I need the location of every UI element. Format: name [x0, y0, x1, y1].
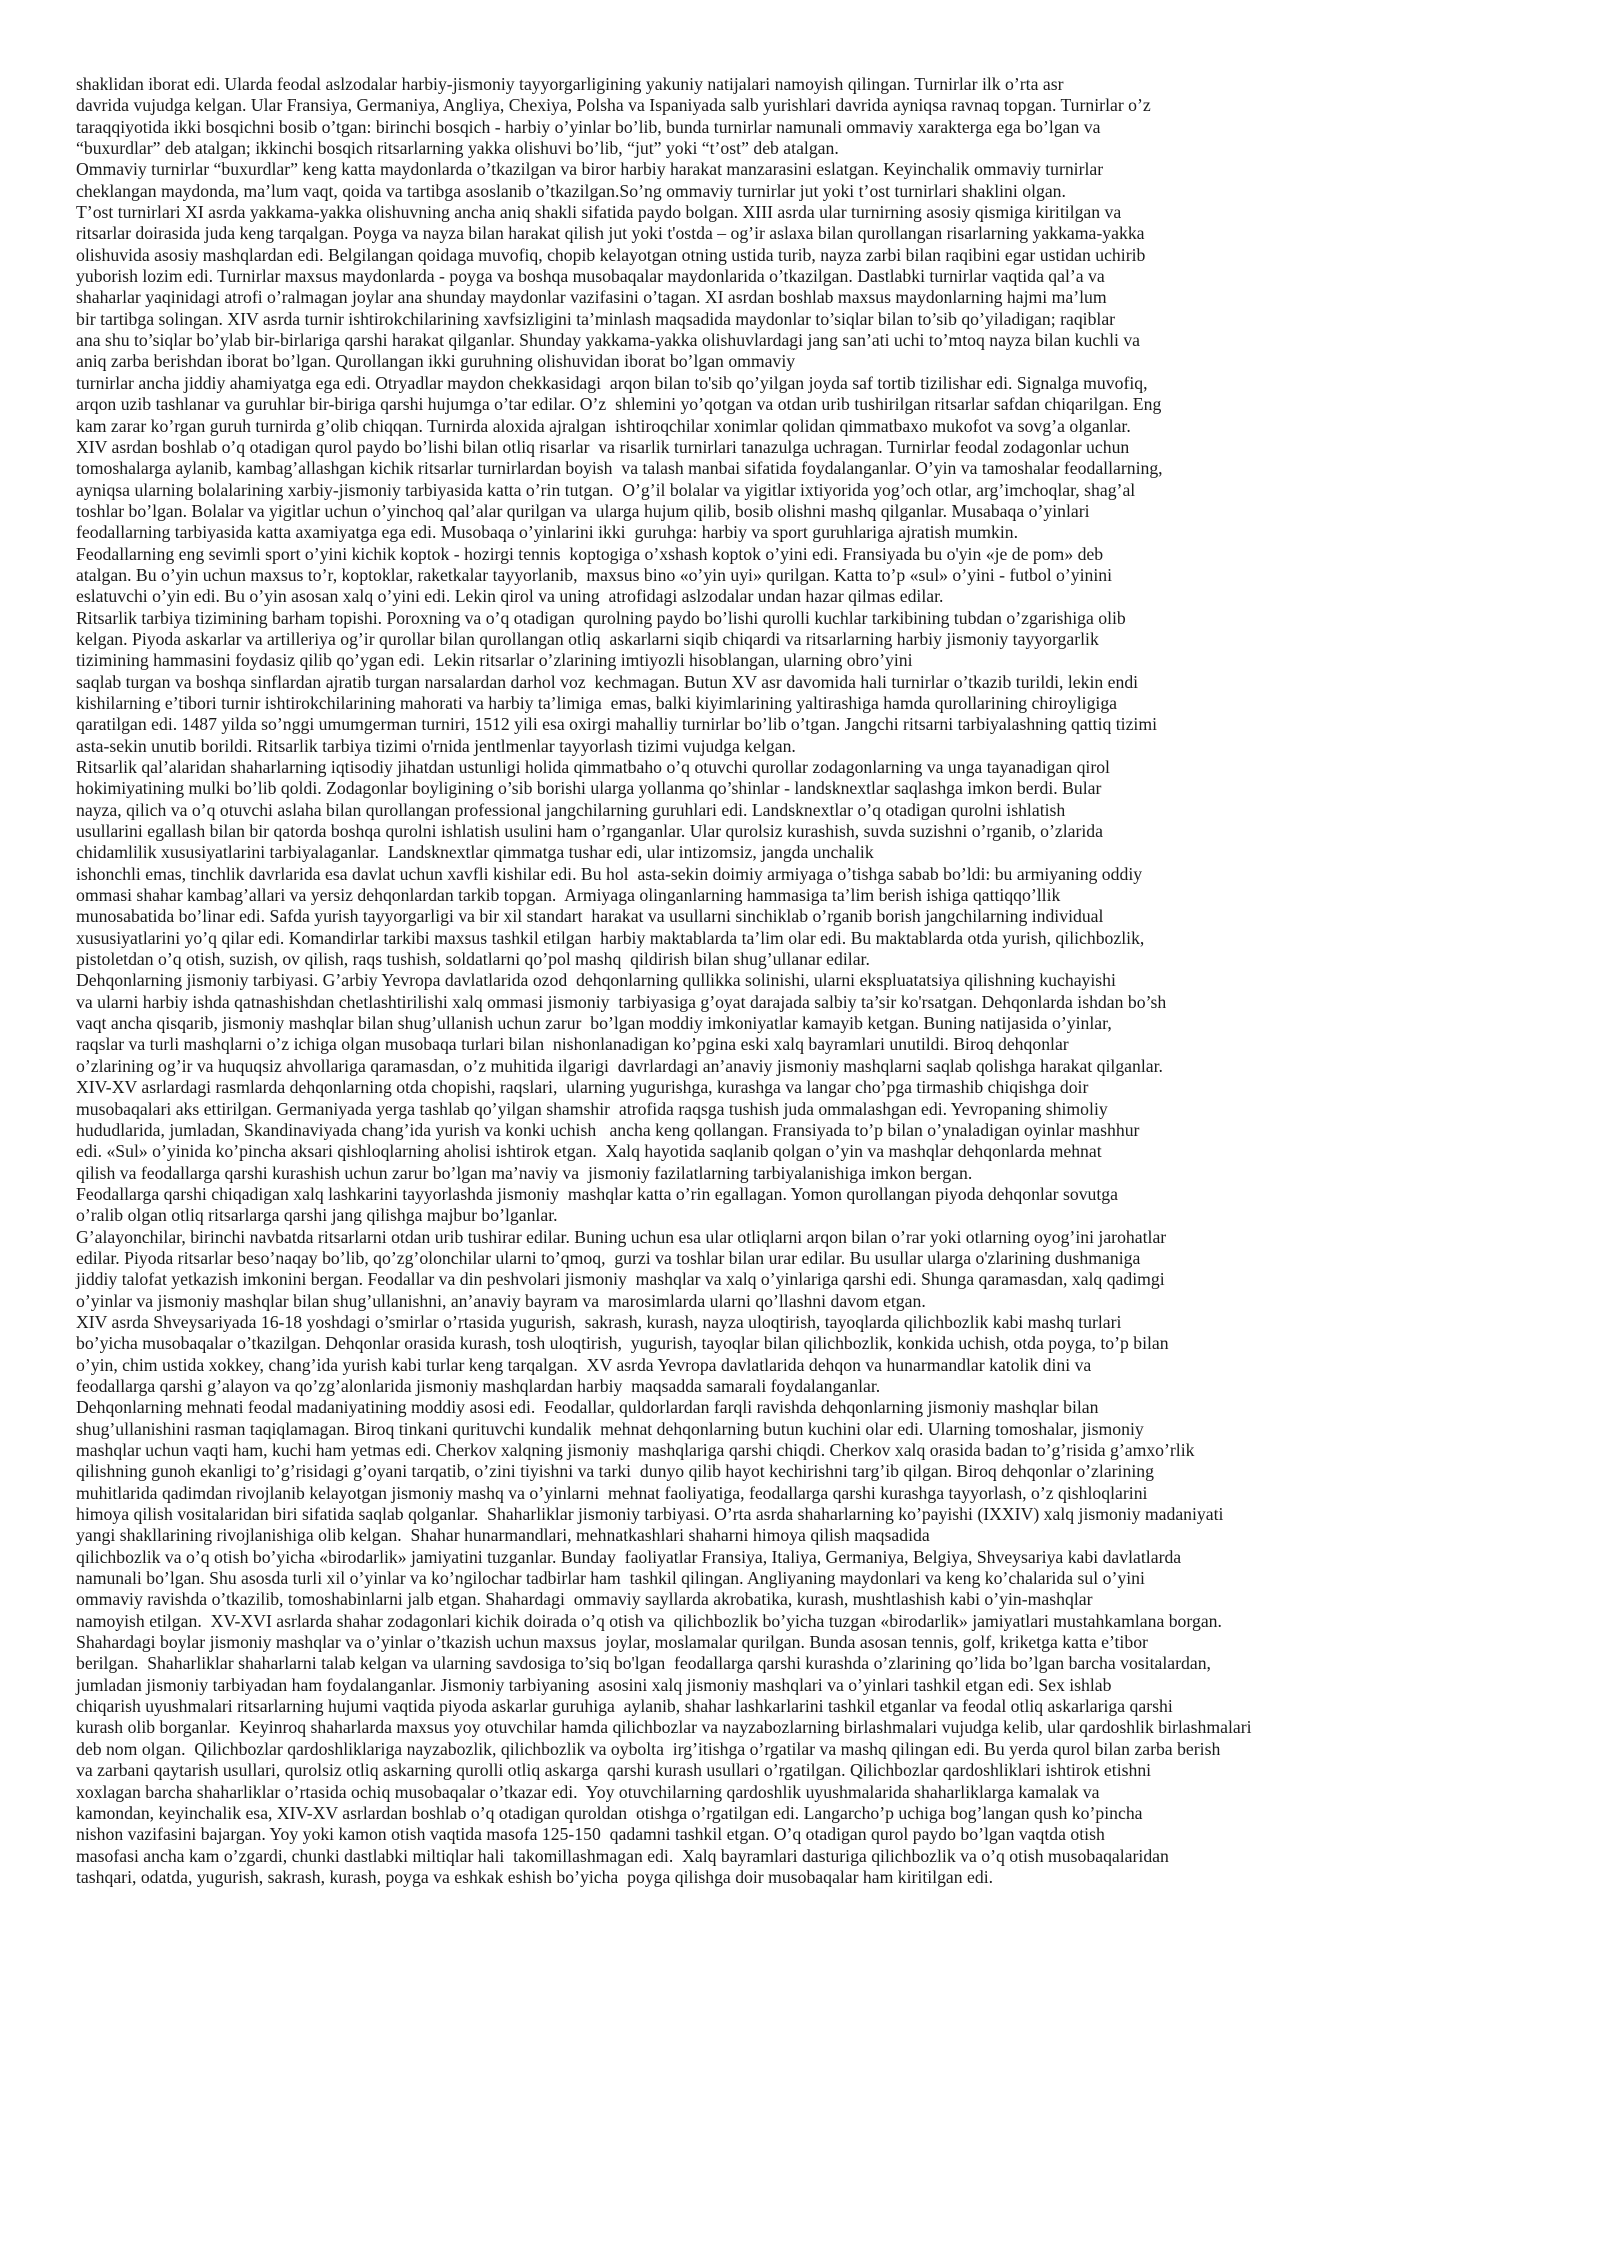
text-line: ayniqsa ularning bolalarining xarbiy-jismoniy tarbiyasida katta o’rin tutgan. O’g’il bolalar va yigitlar ixtiyorida yog’och otlar, arg’imchoqlar, shag’al — [76, 479, 1136, 500]
text-line: saqlab turgan va boshqa sinflardan ajratib turgan narsalardan darhol voz kechmagan. Butun XV asr davomida hali turnirlar o’tkazib turildi, lekin endi — [76, 671, 1139, 692]
text-line: turnirlar ancha jiddiy ahamiyatga ega edi. Otryadlar maydon chekkasidagi arqon bilan to'sib qo’yilgan joyda saf tortib tizilishar edi. Signalga muvofiq, — [76, 372, 1148, 393]
text-line: masofasi ancha kam o’zgardi, chunki dastlabki miltiqlar hali takomillashmagan edi. Xalq bayramlari dasturiga qilichbozlik va o’q otish musobaqalaridan — [76, 1845, 1169, 1866]
text-line: xoxlagan barcha shaharliklar o’rtasida ochiq musobaqalar o’tkazar edi. Yoy otuvchilarning qardoshlik uyushmalarida shaharliklarga kamalak va — [76, 1781, 1100, 1802]
text-line: kelgan. Piyoda askarlar va artilleriya og’ir qurollar bilan qurollangan otliq askarlarni siqib chiqardi va ritsarlarning harbiy jismoniy tayyorgarlik — [76, 628, 1099, 649]
text-line: yuborish lozim edi. Turnirlar maxsus maydonlarda - poyga va boshqa musobaqalar maydonlarida o’tkazilgan. Dastlabki turnirlar vaqtida qal’a va — [76, 266, 1105, 287]
text-line: nayza, qilich va o’q otuvchi aslaha bilan qurollangan professional jangchilarning guruhlari edi. Landsknextlar o’q otadigan qurolni ishlatish — [76, 799, 1066, 820]
text-line: eslatuvchi o’yin edi. Bu o’yin asosan xalq o’yini edi. Lekin qirol va uning atrofidagi aslzodalar undan hazar qilmas edilar. — [76, 586, 944, 607]
text-line: chidamlilik xususiyatlarini tarbiyalaganlar. Landsknextlar qimmatga tushar edi, ular intizomsiz, jangda unchalik — [76, 842, 874, 863]
text-line: o’ralib olgan otliq ritsarlarga qarshi jang qilishga majbur bo’lganlar. — [76, 1205, 558, 1226]
text-line: raqslar va turli mashqlarni o’z ichiga olgan musobaqa turlari bilan nishonlanadigan ko’pgina eski xalq bayramlari unutildi. Biroq dehqonlar — [76, 1034, 1069, 1055]
text-line: T’ost turnirlari XI asrda yakkama-yakka olishuvning ancha aniq shakli sifatida paydo bolgan. XIII asrda ular turnirning asosiy qismiga kiritilgan va — [76, 202, 1122, 223]
text-line: berilgan. Shaharliklar shaharlarni talab kelgan va ularning savdosiga to’siq bo'lgan feodallarga qarshi kurashda o’zlarining qo’lida bo’lgan barcha vositalardan, — [76, 1653, 1211, 1674]
text-line: vaqt ancha qisqarib, jismoniy mashqlar bilan shug’ullanish uchun zarur bo’lgan moddiy imkoniyatlar kamayib ketgan. Buning natijasida o’yinlar, — [76, 1013, 1112, 1034]
text-line: ishonchli emas, tinchlik davrlarida esa davlat uchun xavfli kishilar edi. Bu hol asta-sekin doimiy armiyaga o’tishga sabab bo’ldi: bu armiyaning oddiy — [76, 863, 1143, 884]
text-line: himoya qilish vositalaridan biri sifatida saqlab qolganlar. Shaharliklar jismoniy tarbiyasi. O’rta asrda shaharlarning ko’payishi (IXXIV) xalq jismoniy madaniyati — [76, 1504, 1224, 1525]
text-line: pistoletdan o’q otish, suzish, ov qilish, raqs tushish, soldatlarni qo’pol mashq qildirish bilan shug’ullanar edilar. — [76, 949, 870, 970]
text-line: ana shu to’siqlar bo’ylab bir-birlariga qarshi harakat qilganlar. Shunday yakkama-yakka olishuvlardagi jang san’ati uchi to’mtoq nayza bilan kuchli va — [76, 330, 1141, 351]
text-line: aniq zarba berishdan iborat bo’lgan. Qurollangan ikki guruhning olishuvidan iborat bo’lgan ommaviy — [76, 351, 796, 372]
text-line: deb nom olgan. Qilichbozlar qardoshliklariga nayzabozlik, qilichbozlik va oybolta irg’itishga o’rgatilar va mashq qilingan edi. Bu yerda qurol bilan zarba berish — [76, 1738, 1221, 1759]
text-line: musobaqalari aks ettirilgan. Germaniyada yerga tashlab qo’yilgan shamshir atrofida raqsga tushish juda ommalashgan edi. Yevropaning shimoliy — [76, 1098, 1108, 1119]
text-line: G’alayonchilar, birinchi navbatda ritsarlarni otdan urib tushirar edilar. Buning uchun esa ular otliqlarni arqon bilan o’rar yoki otlarning oyog’ini jarohatlar — [76, 1226, 1167, 1247]
text-line: va zarbani qaytarish usullari, qurolsiz otliq askarning qurolli otliq askarga qarshi kurash usullari o’rgatilgan. Qilichbozlar qardoshliklari ishtirok etishni — [76, 1760, 1152, 1781]
text-line: kam zarar ko’rgan guruh turnirda g’olib chiqqan. Turnirda aloxida ajralgan ishtiroqchilar xonimlar qolidan qimmatbaxo mukofot va sovg’a olganlar. — [76, 415, 1131, 436]
text-line: qilish va feodallarga qarshi kurashish uchun zarur bo’lgan ma’naviy va jismoniy fazilatlarning tarbiyalanishiga imkon bergan. — [76, 1162, 973, 1183]
text-line: asta-sekin unutib borildi. Ritsarlik tarbiya tizimi o'rnida jentlmenlar tayyorlash tizimi vujudga kelgan. — [76, 735, 796, 756]
text-line: jiddiy talofat yetkazish imkonini bergan. Feodallar va din peshvolari jismoniy mashqlar va xalq o’yinlariga qarshi edi. Shunga qaramasdan, xalq qadimgi — [76, 1269, 1165, 1290]
text-line: o’yinlar va jismoniy mashqlar bilan shug’ullanishni, an’anaviy bayram va marosimlarda ularni qo’llashni davom etgan. — [76, 1290, 926, 1311]
text-line: mashqlar uchun vaqti ham, kuchi ham yetmas edi. Cherkov xalqning jismoniy mashqlariga qarshi chiqdi. Cherkov xalq orasida badan to’g’risida g’amxo’rlik — [76, 1440, 1195, 1460]
text-line: atalgan. Bu o’yin uchun maxsus to’r, koptoklar, raketkalar tayyorlanib, maxsus bino «o’yin uyi» qurilgan. Katta to’p «sul» o’yini - futbol o’yinini — [76, 564, 1113, 585]
text-line: Dehqonlarning jismoniy tarbiyasi. G’arbiy Yevropa davlatlarida ozod dehqonlarning qullikka solinishi, ularni ekspluatatsiya qilishning kuchayishi — [76, 970, 1116, 991]
text-line: ritsarlar doirasida juda keng tarqalgan. Poyga va nayza bilan harakat qilish jut yoki t'ostda – og’ir aslaxa bilan qurollangan risarlarning yakkama-yakka — [76, 223, 1145, 244]
text-line: muhitlarida qadimdan rivojlanib kelayotgan jismoniy mashq va o’yinlarni mehnat faoliyatiga, feodallarga qarshi kurashga tayyorlash, o’z qishloqlarini — [76, 1482, 1148, 1503]
text-line: chiqarish uyushmalari ritsarlarning hujumi vaqtida piyoda askarlar guruhiga aylanib, shahar lashkarlarini tashkil etganlar va feodal otliq askarlariga qarshi — [76, 1696, 1173, 1717]
text-line: Ritsarlik tarbiya tizimining barham topishi. Poroxning va o’q otadigan qurolning paydo bo’lishi qurolli kuchlar tarkibining tubdan o’zgarishiga olib — [76, 607, 1126, 628]
text-line: munosabatida bo’linar edi. Safda yurish tayyorgarligi va bir xil standart harakat va usullarni sinchiklab o’rganib borish jangchilarning individual — [76, 906, 1104, 927]
text-line: XIV asrdan boshlab o’q otadigan qurol paydo bo’lishi bilan otliq risarlar va risarlik turnirlari tanazulga uchragan. Turnirlar feodal zodagonlar uchun — [76, 436, 1130, 457]
text-line: arqon uzib tashlanar va guruhlar bir-biriga qarshi hujumga o’tar edilar. O’z shlemini yo’qotgan va otdan urib tushirilgan ritsarlar safdan chiqarilgan. Eng — [76, 394, 1162, 415]
text-line: ommaviy ravishda o’tkazilib, tomoshabinlarni jalb etgan. Shahardagi ommaviy sayllarda akrobatika, kurash, mushtlashish kabi o’yin-mashqlar — [76, 1589, 1093, 1610]
text-line: va ularni harbiy ishda qatnashishdan chetlashtirilishi xalq ommasi jismoniy tarbiyasiga g’oyat darajada salbiy ta’sir ko'rsatgan. Dehqonlarda ishdan bo’sh — [76, 991, 1167, 1012]
text-line: qilichbozlik va o’q otish bo’yicha «birodarlik» jamiyatini tuzganlar. Bunday faoliyatlar Fransiya, Italiya, Germaniya, Belgiya, Shveysariya kabi davlatlarda — [76, 1546, 1182, 1567]
text-line: kurash olib borganlar. Keyinroq shaharlarda maxsus yoy otuvchilar hamda qilichbozlar va nayzabozlarning birlashmalari vujudga kelib, ular qardoshlik birlashmalari — [76, 1717, 1252, 1738]
text-line: yangi shakllarining rivojlanishiga olib kelgan. Shahar hunarmandlari, mehnatkashlari shaharni himoya qilish maqsadida — [76, 1525, 930, 1546]
text-line: olishuvida asosiy mashqlardan edi. Belgilangan qoidaga muvofiq, chopib kelayotgan otning ustida turib, nayza zarbi bilan raqibini egar ustidan uchirib — [76, 244, 1146, 265]
text-line: Feodallarning eng sevimli sport o’yini kichik koptok - hozirgi tennis koptogiga o’xshash koptok o’yini edi. Fransiyada bu o'yin «je de pom» deb — [76, 543, 1104, 564]
text-line: tashqari, odatda, yugurish, sakrash, kurash, poyga va eshkak eshish bo’yicha poyga qilishga doir musobaqalar ham kiritilgan edi. — [76, 1866, 994, 1887]
text-line: bir tartibga solingan. XIV asrda turnir ishtirokchilarining xavfsizligini ta’minlash maqsadida maydonlar to’siqlar bilan to’sib qo’yiladigan; raqiblar — [76, 308, 1116, 329]
text-line: hokimiyatining mulki bo’lib qoldi. Zodagonlar boyligining o’sib borishi ularga yollanma qo’shinlar - landsknextlar saqlashga imkon berdi. Bular — [76, 778, 1102, 799]
text-line: Dehqonlarning mehnati feodal madaniyatining moddiy asosi edi. Feodallar, quldorlardan farqli ravishda dehqonlarning jismoniy mashqlar bilan — [76, 1397, 1099, 1418]
text-line: o’zlarining og’ir va huquqsiz ahvollariga qaramasdan, o’z muhitida ilgarigi davrlardagi an’anaviy jismoniy mashqlarni saqlab qolishga harakat qilganlar. — [76, 1055, 1163, 1076]
text-line: qaratilgan edi. 1487 yilda so’nggi umumgerman turniri, 1512 yili esa oxirgi mahalliy turnirlar bo’lib o’tgan. Jangchi ritsarni tarbiyalashning qattiq tizimi — [76, 714, 1158, 735]
text-line: davrida vujudga kelgan. Ular Fransiya, Germaniya, Angliya, Chexiya, Polsha va Ispaniyada salb yurishlari davrida ayniqsa ravnaq topgan. Turnirlar o’z — [76, 95, 1151, 116]
text-line: “buxurdlar” deb atalgan; ikkinchi bosqich ritsarlarning yakka olishuvi bo’lib, “jut” yoki “t’ost” deb atalgan. — [76, 138, 839, 159]
text-line: shaklidan iborat edi. Ularda feodal aslzodalar harbiy-jismoniy tayyorgarligining yakuniy natijalari namoyish qilingan. Turnirlar ilk o’rta asr — [76, 74, 1064, 94]
text-line: XIV asrda Shveysariyada 16-18 yoshdagi o’smirlar o’rtasida yugurish, sakrash, kurash, nayza uloqtirish, tayoqlarda qilichbozlik kabi mashq turlari — [76, 1311, 1122, 1332]
text-line: usullarini egallash bilan bir qatorda boshqa qurolni ishlatish usulini ham o’rganganlar. Ular qurolsiz kurashish, suvda suzishni o’rganib, o’zlarida — [76, 821, 1103, 842]
text-line: shaharlar yaqinidagi atrofi o’ralmagan joylar ana shunday maydonlar vazifasini o’tagan. XI asrdan boshlab maxsus maydonlarning hajmi ma’lum — [76, 287, 1107, 308]
text-line: edi. «Sul» o’yinida ko’pincha aksari qishloqlarning aholisi ishtirok etgan. Xalq hayotida saqlanib qolgan o’yin va mashqlar dehqonlarda mehnat — [76, 1141, 1102, 1162]
text-line: cheklangan maydonda, ma’lum vaqt, qoida va tartibga asoslanib o’tkazilgan.So’ng ommaviy turnirlar jut yoki t’ost turnirlari shaklini olgan. — [76, 180, 1066, 201]
document-page — [76, 74, 1536, 1888]
text-line: namoyish etilgan. XV-XVI asrlarda shahar zodagonlari kichik doirada o’q otish va qilichbozlik bo’yicha tuzgan «birodarlik» jamiyatlari mustahkamlana borgan. — [76, 1610, 1222, 1631]
text-line: namunali bo’lgan. Shu asosda turli xil o’yinlar va ko’ngilochar tadbirlar ham tashkil qilingan. Angliyaning maydonlari va keng ko’chalarida sul o’yini — [76, 1568, 1145, 1589]
text-line: bo’yicha musobaqalar o’tkazilgan. Dehqonlar orasida kurash, tosh uloqtirish, yugurish, tayoqlar bilan qilichbozlik, konkida uchish, otda poyga, to’p bilan — [76, 1333, 1169, 1354]
text-line: tizimining hammasini foydasiz qilib qo’ygan edi. Lekin ritsarlar o’zlarining imtiyozli hisoblangan, ularning obro’yini — [76, 650, 913, 671]
text-line: tomoshalarga aylanib, kambag’allashgan kichik ritsarlar turnirlardan boyish va talash manbai sifatida foydalanganlar. O’yin va tamoshalar feodallarning, — [76, 458, 1163, 479]
text-line: Shahardagi boylar jismoniy mashqlar va o’yinlar o’tkazish uchun maxsus joylar, moslamalar qurilgan. Bunda asosan tennis, golf, kriketga katta e’tibor — [76, 1632, 1148, 1653]
text-line: edilar. Piyoda ritsarlar beso’naqay bo’lib, qo’zg’olonchilar ularni to’qmoq, gurzi va toshlar bilan urar edilar. Bu usullar ularga o'zlarining dushmaniga — [76, 1247, 1141, 1268]
text-line: shug’ullanishini rasman taqiqlamagan. Biroq tinkani qurituvchi kundalik mehnat dehqonlarning butun kuchini olar edi. Ularning tomoshalar, jismoniy — [76, 1418, 1144, 1439]
text-line: qilishning gunoh ekanligi to’g’risidagi g’oyani tarqatib, o’zini tiyishni va tarki dunyo qilib hayot kechirishni targ’ib qilgan. Biroq dehqonlar o’zlarining — [76, 1461, 1154, 1482]
text-line: toshlar bo’lgan. Bolalar va yigitlar uchun o’yinchoq qal’alar qurilgan va ularga hujum qilib, bosib olishni mashq qilganlar. Musabaqa o’yinlari — [76, 500, 1090, 521]
text-line: XIV-XV asrlardagi rasmlarda dehqonlarning otda chopishi, raqslari, ularning yugurishga, kurashga va langar cho’pga tirmashib chiqishga doir — [76, 1077, 1089, 1098]
text-line: feodallarga qarshi g’alayon va qo’zg’alonlarida jismoniy mashqlardan harbiy maqsadda samarali foydalanganlar. — [76, 1375, 881, 1396]
text-line: kishilarning e’tibori turnir ishtirokchilarining mahorati va harbiy ta’limiga emas, balki kiyimlarining yaltirashiga hamda qurollarining chiroyligiga — [76, 692, 1118, 713]
text-line: ommasi shahar kambag’allari va yersiz dehqonlardan tarkib topgan. Armiyaga olinganlarning hammasiga ta’lim berish ishiga qattiqqo’llik — [76, 885, 1061, 906]
text-line: xususiyatlarini yo’q qilar edi. Komandirlar tarkibi maxsus tashkil etilgan harbiy maktablarda ta’lim olar edi. Bu maktablarda otda yurish, qilichbozlik, — [76, 927, 1145, 948]
text-line: kamondan, keyinchalik esa, XIV-XV asrlardan boshlab o’q otadigan quroldan otishga o’rgatilgan edi. Langarcho’p uchiga bog’langan qush ko’pincha — [76, 1802, 1143, 1823]
text-line: Feodallarga qarshi chiqadigan xalq lashkarini tayyorlashda jismoniy mashqlar katta o’rin egallagan. Yomon qurollangan piyoda dehqonlar sovutga — [76, 1183, 1119, 1204]
text-line: Ritsarlik qal’alaridan shaharlarning iqtisodiy jihatdan ustunligi holida qimmatbaho o’q otuvchi qurollar zodagonlarning va unga tayanadigan qirol — [76, 757, 1110, 777]
text-line: jumladan jismoniy tarbiyadan ham foydalanganlar. Jismoniy tarbiyaning asosini xalq jismoniy mashqlari va o’yinlari tashkil etgan edi. Sex ishlab — [76, 1674, 1112, 1695]
text-line: Ommaviy turnirlar “buxurdlar” keng katta maydonlarda o’tkazilgan va biror harbiy harakat manzarasini eslatgan. Keyinchalik ommaviy turnirlar — [76, 159, 1104, 180]
text-line: hududlarida, jumladan, Skandinaviyada chang’ida yurish va konki uchish ancha keng qollangan. Fransiyada to’p bilan o’ynaladigan oyinlar mashhur — [76, 1119, 1140, 1140]
text-line: nishon vazifasini bajargan. Yoy yoki kamon otish vaqtida masofa 125-150 qadamni tashkil etgan. O’q otadigan qurol paydo bo’lgan vaqtda otish — [76, 1824, 1105, 1845]
text-line: feodallarning tarbiyasida katta axamiyatga ega edi. Musobaqa o’yinlarini ikki guruhga: harbiy va sport guruhlariga ajratish mumkin. — [76, 522, 1019, 543]
text-line: o’yin, chim ustida xokkey, chang’ida yurish kabi turlar keng tarqalgan. XV asrda Yevropa davlatlarida dehqon va hunarmandlar katolik dini va — [76, 1354, 1092, 1375]
text-line: taraqqiyotida ikki bosqichni bosib o’tgan: birinchi bosqich - harbiy o’yinlar bo’lib, bunda turnirlar namunali ommaviy xarakterga ega bo’lgan va — [76, 116, 1101, 137]
